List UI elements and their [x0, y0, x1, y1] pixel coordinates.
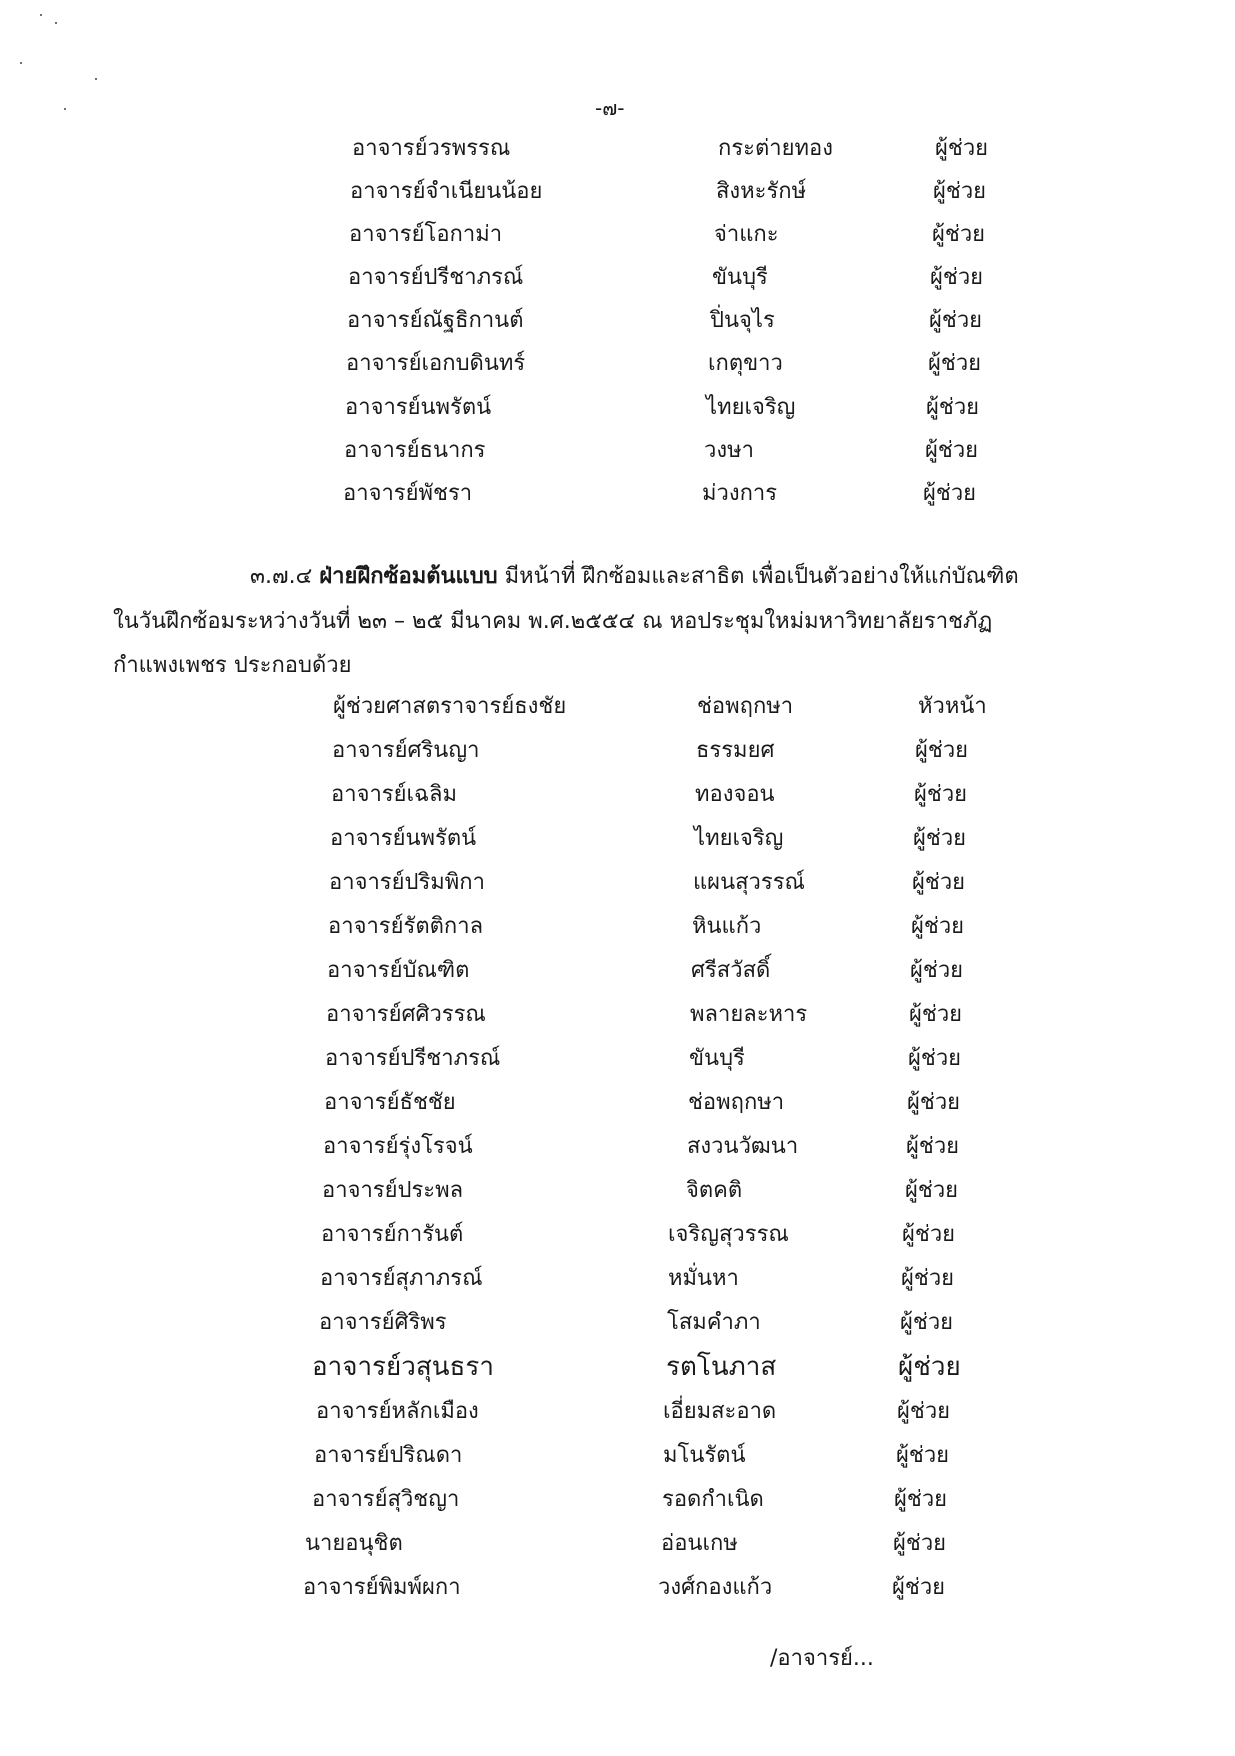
first-name: อาจารย์ปริมพิกา	[329, 870, 485, 895]
role: ผู้ช่วย	[898, 1352, 961, 1382]
list-item	[0, 173, 1235, 209]
role: ผู้ช่วย	[900, 1310, 954, 1335]
role: ผู้ช่วย	[909, 1002, 963, 1027]
role: ผู้ช่วย	[913, 826, 967, 851]
role: ผู้ช่วย	[928, 351, 982, 376]
last-name: จิตคติ	[686, 1178, 743, 1203]
list-item	[0, 1084, 1235, 1120]
last-name: อ่อนเกษ	[661, 1531, 738, 1556]
last-name: มโนรัตน์	[663, 1443, 746, 1468]
role: ผู้ช่วย	[902, 1222, 956, 1247]
role: ผู้ช่วย	[905, 1178, 959, 1203]
role: ผู้ช่วย	[935, 136, 989, 161]
first-name: อาจารย์ธัชชัย	[324, 1090, 456, 1115]
list-item	[0, 1260, 1235, 1296]
last-name: ไทยเจริญ	[694, 826, 784, 851]
first-name: อาจารย์บัณฑิต	[327, 958, 470, 983]
first-name: อาจารย์สุวิชญา	[312, 1487, 460, 1512]
first-name: นายอนุชิต	[305, 1531, 403, 1556]
first-name: อาจารย์ประพล	[322, 1178, 464, 1203]
role: ผู้ช่วย	[932, 222, 986, 247]
scan-speck	[64, 108, 66, 110]
section-number: ๓.๗.๔	[250, 564, 313, 589]
list-item	[0, 820, 1235, 856]
list-item	[0, 389, 1235, 425]
role: ผู้ช่วย	[914, 782, 968, 807]
last-name: แผนสุวรรณ์	[693, 870, 805, 895]
last-name: กระต่ายทอง	[718, 136, 833, 161]
last-name: ศรีสวัสดิ์	[691, 958, 771, 983]
list-item	[0, 1393, 1235, 1429]
continuation-note: /อาจารย์...	[770, 1646, 874, 1671]
list-item	[0, 1569, 1235, 1605]
list-item	[0, 864, 1235, 900]
first-name: อาจารย์ณัฐธิกานต์	[347, 308, 524, 333]
last-name: เอี่ยมสะอาด	[663, 1399, 777, 1424]
section-heading: ฝ่ายฝึกซ้อมต้นแบบ	[319, 564, 498, 589]
role: ผู้ช่วย	[929, 308, 983, 333]
last-name: ช่อพฤกษา	[688, 1090, 785, 1115]
last-name: ปิ่นจุไร	[710, 308, 775, 333]
role: ผู้ช่วย	[907, 1090, 961, 1115]
last-name: วงศ์กองแก้ว	[658, 1575, 773, 1600]
first-name: อาจารย์วรพรรณ	[352, 136, 511, 161]
list-item	[0, 1437, 1235, 1473]
last-name: รอดกำเนิด	[662, 1487, 764, 1512]
role: ผู้ช่วย	[901, 1266, 955, 1291]
scan-speck	[95, 78, 97, 80]
last-name: ม่วงการ	[702, 481, 778, 506]
role: ผู้ช่วย	[926, 395, 980, 420]
last-name: สงวนวัฒนา	[687, 1134, 799, 1159]
role: ผู้ช่วย	[915, 738, 969, 763]
first-name: อาจารย์นพรัตน์	[345, 395, 492, 420]
last-name: โสมคำภา	[667, 1310, 761, 1335]
list-item	[0, 1040, 1235, 1076]
first-name: อาจารย์พิมพ์ผกา	[303, 1575, 461, 1600]
list-item	[0, 732, 1235, 768]
role: ผู้ช่วย	[908, 1046, 962, 1071]
role: ผู้ช่วย	[923, 481, 977, 506]
section-paragraph-line-1	[250, 558, 1019, 593]
last-name: หมั่นหา	[668, 1266, 739, 1291]
first-name: อาจารย์สุภาภรณ์	[320, 1266, 483, 1291]
list-item	[0, 475, 1235, 511]
section-text: มีหน้าที่ ฝึกซ้อมและสาธิต เพื่อเป็นตัวอย่างให้แก่บัณฑิต	[504, 564, 1019, 589]
last-name: ขันบุรี	[712, 265, 768, 290]
list-item	[0, 1172, 1235, 1208]
first-name: อาจารย์ปริณดา	[314, 1443, 463, 1468]
first-name: ผู้ช่วยศาสตราจารย์ธงชัย	[333, 694, 567, 719]
list-item	[0, 1481, 1235, 1517]
last-name: ไทยเจริญ	[706, 395, 796, 420]
role: ผู้ช่วย	[930, 265, 984, 290]
list-item	[0, 216, 1235, 252]
scan-speck	[40, 14, 42, 16]
section-paragraph-line-3: กำแพงเพชร ประกอบด้วย	[113, 653, 352, 678]
role: ผู้ช่วย	[910, 958, 964, 983]
list-item	[0, 1216, 1235, 1252]
role: ผู้ช่วย	[897, 1399, 951, 1424]
first-name: อาจารย์ปรีชาภรณ์	[325, 1046, 501, 1071]
first-name: อาจารย์ศศิวรรณ	[326, 1002, 486, 1027]
list-item	[0, 432, 1235, 468]
list-item	[0, 259, 1235, 295]
page-number: -๗-	[595, 96, 625, 120]
last-name: พลายละหาร	[690, 1002, 808, 1027]
list-item	[0, 908, 1235, 944]
list-item	[0, 1346, 1235, 1382]
list-item	[0, 776, 1235, 812]
scan-speck	[55, 22, 57, 24]
first-name: อาจารย์จำเนียนน้อย	[350, 179, 543, 204]
first-name: อาจารย์วสุนธรา	[312, 1352, 494, 1382]
first-name: อาจารย์เอกบดินทร์	[346, 351, 526, 376]
role: ผู้ช่วย	[906, 1134, 960, 1159]
first-name: อาจารย์การันต์	[321, 1222, 464, 1247]
scan-speck	[20, 62, 22, 64]
last-name: เกตุขาว	[708, 351, 783, 376]
last-name: เจริญสุวรรณ	[668, 1222, 789, 1247]
role: ผู้ช่วย	[912, 870, 966, 895]
first-name: อาจารย์ศิริพร	[319, 1310, 447, 1335]
first-name: อาจารย์รัตติกาล	[328, 914, 484, 939]
first-name: อาจารย์พัชรา	[343, 481, 473, 506]
role: ผู้ช่วย	[894, 1487, 948, 1512]
last-name: จ่าแกะ	[714, 222, 779, 247]
list-item	[0, 1304, 1235, 1340]
first-name: อาจารย์รุ่งโรจน์	[323, 1134, 473, 1159]
role: หัวหน้า	[918, 694, 987, 719]
first-name: อาจารย์ธนากร	[344, 438, 486, 463]
last-name: วงษา	[704, 438, 754, 463]
list-item	[0, 130, 1235, 166]
role: ผู้ช่วย	[892, 1575, 946, 1600]
role: ผู้ช่วย	[933, 179, 987, 204]
section-paragraph-line-2: ในวันฝึกซ้อมระหว่างวันที่ ๒๓ – ๒๕ มีนาคม พ.ศ.๒๕๕๔ ณ หอประชุมใหม่มหาวิทยาลัยราชภัฏ	[113, 609, 993, 634]
list-item	[0, 345, 1235, 381]
list-item	[0, 688, 1235, 724]
role: ผู้ช่วย	[893, 1531, 947, 1556]
first-name: อาจารย์หลักเมือง	[316, 1399, 479, 1424]
first-name: อาจารย์ศรินญา	[332, 738, 480, 763]
list-item	[0, 996, 1235, 1032]
list-item	[0, 952, 1235, 988]
first-name: อาจารย์ปรีชาภรณ์	[348, 265, 524, 290]
list-item	[0, 1525, 1235, 1561]
last-name: สิงหะรักษ์	[716, 179, 807, 204]
role: ผู้ช่วย	[911, 914, 965, 939]
last-name: ธรรมยศ	[696, 738, 775, 763]
last-name: ช่อพฤกษา	[697, 694, 794, 719]
first-name: อาจารย์นพรัตน์	[330, 826, 477, 851]
last-name: หินแก้ว	[692, 914, 762, 939]
last-name: ขันบุรี	[689, 1046, 745, 1071]
first-name: อาจารย์เฉลิม	[331, 782, 458, 807]
role: ผู้ช่วย	[896, 1443, 950, 1468]
first-name: อาจารย์โอกาม่า	[349, 222, 503, 247]
last-name: ทองจอน	[695, 782, 775, 807]
role: ผู้ช่วย	[925, 438, 979, 463]
list-item	[0, 1128, 1235, 1164]
last-name: รตโนภาส	[666, 1352, 777, 1382]
list-item	[0, 302, 1235, 338]
